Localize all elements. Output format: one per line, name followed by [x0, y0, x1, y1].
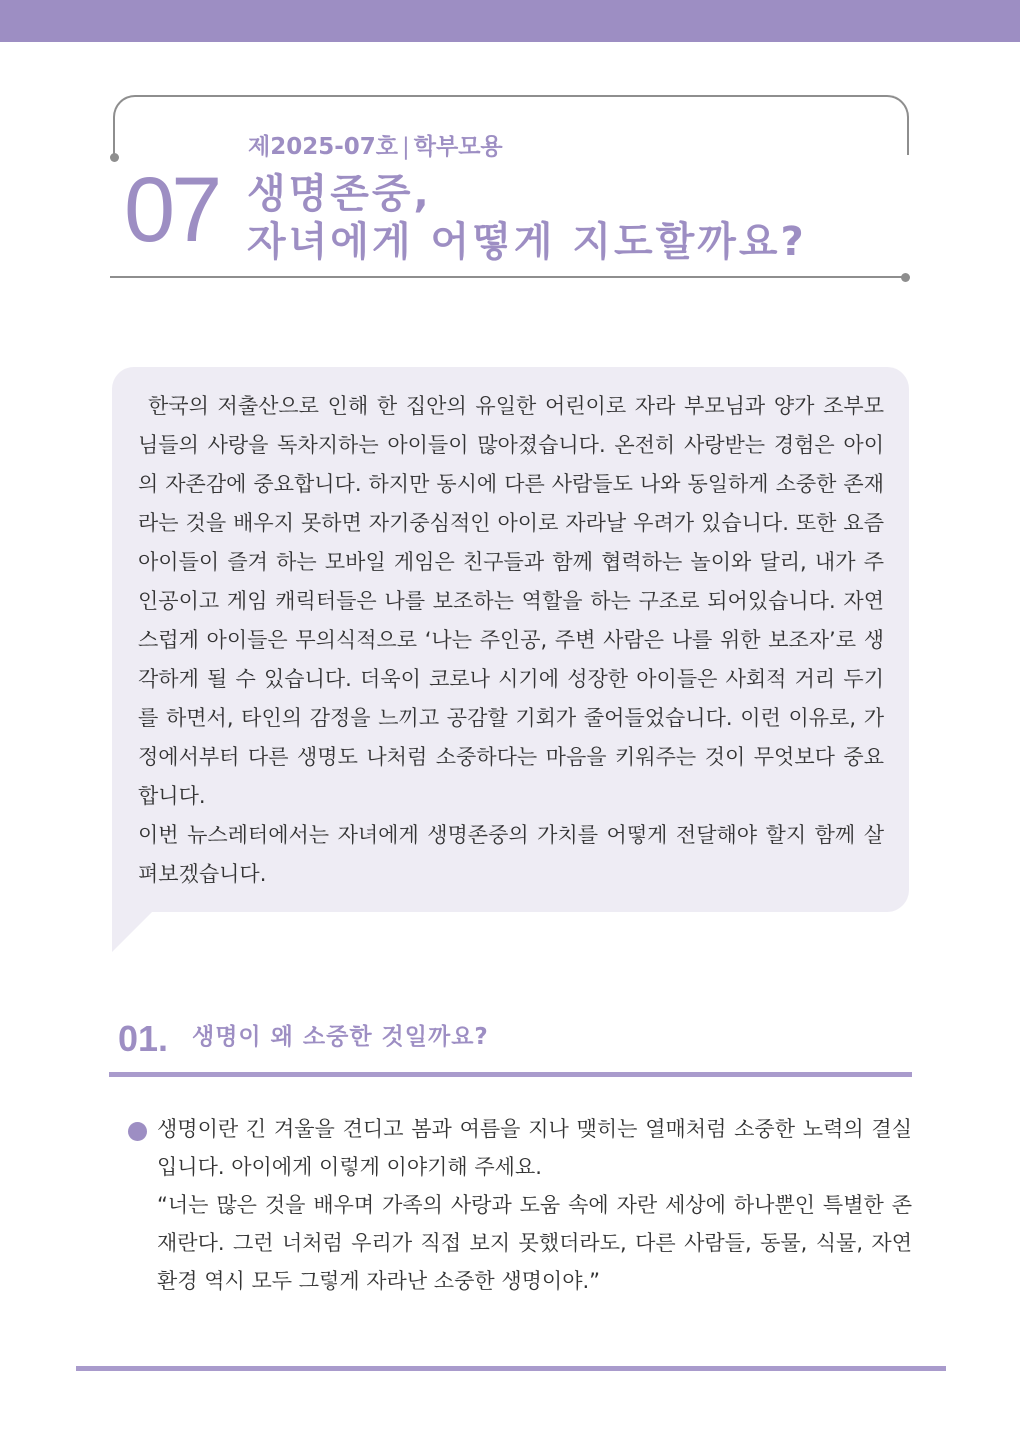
page-title — [247, 170, 807, 266]
bullet-quote: “너는 많은 것을 배우며 가족의 사랑과 도움 속에 자란 세상에 하나뿐인 특별한 존재란다. 그런 너처럼 우리가 직접 보지 못했더라도, 다른 사람들, 동물, 식물, 자연환경 역시 모두 그렇게 자라난 소중한 생명이야.” — [157, 1193, 912, 1293]
header-divider — [110, 276, 904, 278]
issue-number: 07 — [124, 159, 219, 261]
title-line-1: 생명존중, — [247, 171, 432, 217]
footer-line — [76, 1366, 946, 1371]
intro-paragraph-2: 이번 뉴스레터에서는 자녀에게 생명존중의 가치를 어떻게 전달해야 할지 함께 살펴보겠습니다. — [138, 823, 884, 886]
title-line-2: 자녀에게 어떻게 지도할까요? — [247, 219, 807, 265]
header-frame — [113, 95, 909, 155]
issue-meta — [248, 128, 503, 161]
bullet-icon — [128, 1122, 147, 1141]
issue-code: 제2025-07호 — [248, 134, 399, 160]
section-number: 01. — [118, 1018, 169, 1059]
top-color-band — [0, 0, 1020, 42]
intro-text — [138, 387, 884, 894]
audience-label: 학부모용 — [413, 134, 503, 160]
frame-dot-left — [110, 153, 119, 162]
frame-dot-right — [901, 273, 910, 282]
speech-bubble-tail — [112, 910, 154, 952]
section-underline — [109, 1072, 912, 1077]
intro-paragraph-1: 한국의 저출산으로 인해 한 집안의 유일한 어린이로 자라 부모님과 양가 조부모님들의 사랑을 독차지하는 아이들이 많아졌습니다. 온전히 사랑받는 경험은 아이의 자존감에 중요합니다. 하지만 동시에 다른 사람들도 나와 동일하게 소중한 존재라는 것을 배우지 못하면 자기중심적인 아이로 자라날 우려가 있습니다. 또한 요즘 아이들이 즐겨 하는 모바일 게임은 친구들과 함께 협력하는 놀이와 달리, 내가 주인공이고 게임 캐릭터들은 나를 보조하는 역할을 하는 구조로 되어있습니다. 자연스럽게 아이들은 무의식적으로 ‘나는 주인공, 주변 사람은 나를 위한 보조자’로 생각하게 될 수 있습니다. 더욱이 코로나 시기에 성장한 아이들은 사회적 거리 두기를 하면서, 타인의 감정을 느끼고 공감할 기회가 줄어들었습니다. 이런 이유로, 가정에서부터 다른 생명도 나처럼 소중하다는 마음을 키워주는 것이 무엇보다 중요합니다. — [138, 394, 884, 808]
section-title: 생명이 왜 소중한 것일까요? — [192, 1024, 489, 1050]
bullet-text — [157, 1110, 912, 1300]
meta-separator: | — [402, 134, 410, 160]
bullet-paragraph: 생명이란 긴 겨울을 견디고 봄과 여름을 지나 맺히는 열매처럼 소중한 노력의 결실입니다. 아이에게 이렇게 이야기해 주세요. — [157, 1117, 912, 1179]
